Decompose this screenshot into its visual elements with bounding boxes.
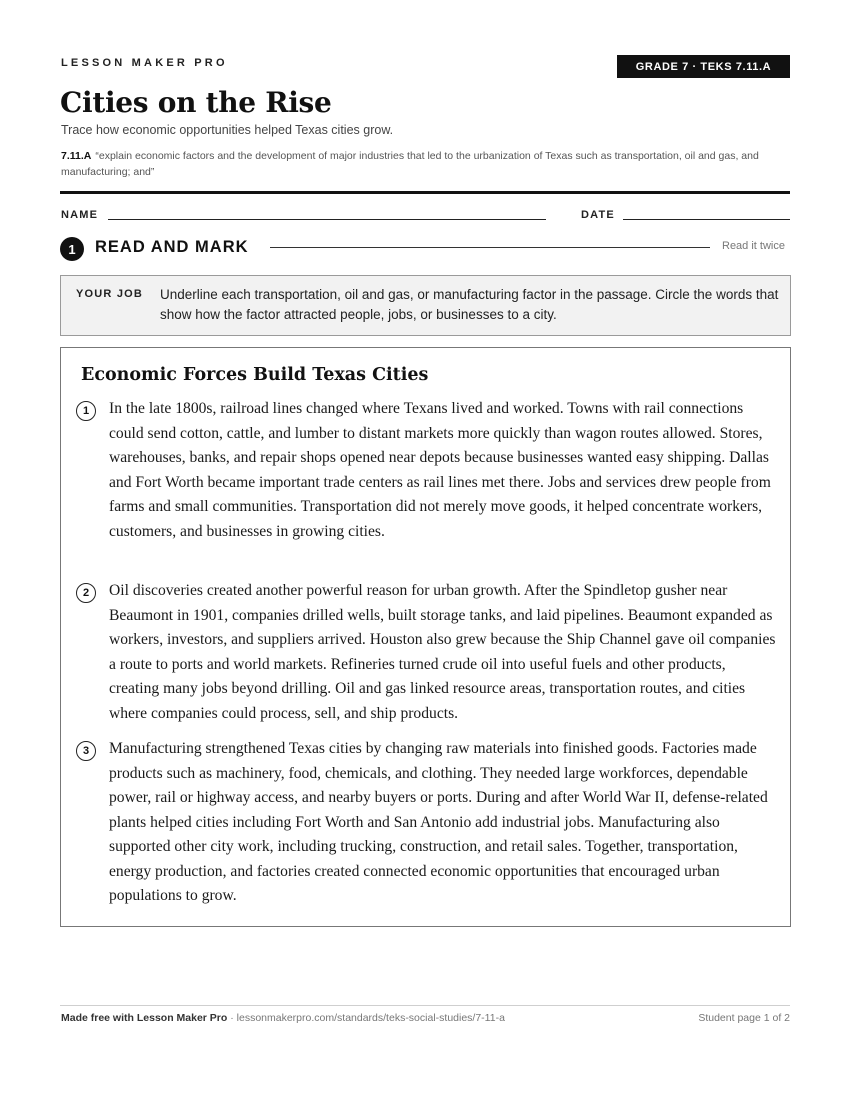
passage-box (60, 347, 791, 927)
section-divider (270, 247, 710, 248)
section-title: READ AND MARK (95, 238, 249, 256)
your-job-box (60, 275, 791, 336)
date-label: DATE (581, 209, 615, 221)
paragraph-text: In the late 1800s, railroad lines changed where Texans lived and worked. Towns with rail connections could send cotton, cattle, and lumber to distant markets more quickly than wagon routes allowed. Stores, warehouses, banks, and repair shops opened near depots because businesses wanted easy shipping. Dallas and Fort Worth became important trade centers as rail lines met there. Jobs and services drew people from farms and small communities. Transportation did not merely move goods, it helped concentrate workers, customers, and businesses in growing cities. (109, 400, 771, 540)
section-note: Read it twice (722, 240, 785, 252)
your-job-label: YOUR JOB (76, 288, 144, 300)
name-label: NAME (61, 209, 99, 221)
footer-divider (60, 1005, 790, 1006)
footer-made-by: Made free with Lesson Maker Pro (61, 1012, 228, 1024)
paragraph-text: Manufacturing strengthened Texas cities by changing raw materials into finished goods. Factories made products such as machinery, food, chemicals, and clothing. They needed large workforces, dependable power, rail or highway access, and nearby buyers or ports. During and after World War II, defense-related plants helped cities including Fort Worth and San Antonio add industrial jobs. Manufacturing also supported other city work, including trucking, construction, and retail sales. Together, transportation, energy production, and factories created connected economic opportunities that encouraged urban populations to grow. (109, 740, 768, 904)
your-job-instructions: Underline each transportation, oil and gas, or manufacturing factor in the passage. Circle the words that show how the factor attracted people, jobs, or businesses to a city. (160, 287, 779, 322)
paragraph-number-badge: 2 (76, 583, 96, 603)
paragraph-text: Oil discoveries created another powerful reason for urban growth. After the Spindletop gusher near Beaumont in 1901, companies drilled wells, built storage tanks, and laid pipelines. Beaumont expanded as workers, investors, and suppliers arrived. Houston also grew because the Ship Channel gave oil companies a route to ports and world markets. Refineries turned crude oil into useful fuels and other products, creating many jobs beyond drilling. Oil and gas linked resource areas, transportation routes, and cities where companies could process, sell, and ship products. (109, 582, 776, 722)
footer-separator: · (227, 1012, 237, 1024)
page-subtitle: Trace how economic opportunities helped Texas cities grow. (61, 123, 394, 137)
page-title: Cities on the Rise (60, 86, 332, 119)
footer-page-number: Student page 1 of 2 (698, 1012, 790, 1024)
standard-code: 7.11.A (61, 150, 92, 162)
footer-url[interactable]: lessonmakerpro.com/standards/teks-social-studies/7-11-a (236, 1012, 505, 1024)
passage-title: Economic Forces Build Texas Cities (81, 365, 429, 385)
brand-name: LESSON MAKER PRO (61, 57, 228, 69)
grade-badge: GRADE 7 · TEKS 7.11.A (617, 55, 790, 78)
standard-statement (61, 148, 796, 180)
date-field-line[interactable] (623, 219, 790, 220)
paragraph-number-badge: 1 (76, 401, 96, 421)
paragraph-number-badge: 3 (76, 741, 96, 761)
header-divider (60, 191, 790, 194)
footer-credit (61, 1012, 505, 1024)
section-number-badge: 1 (60, 237, 84, 261)
standard-text: “explain economic factors and the development of major industries that led to the urbanization of Texas such as transportation, oil and gas, and manufacturing; and” (61, 150, 759, 178)
name-field-line[interactable] (108, 219, 546, 220)
